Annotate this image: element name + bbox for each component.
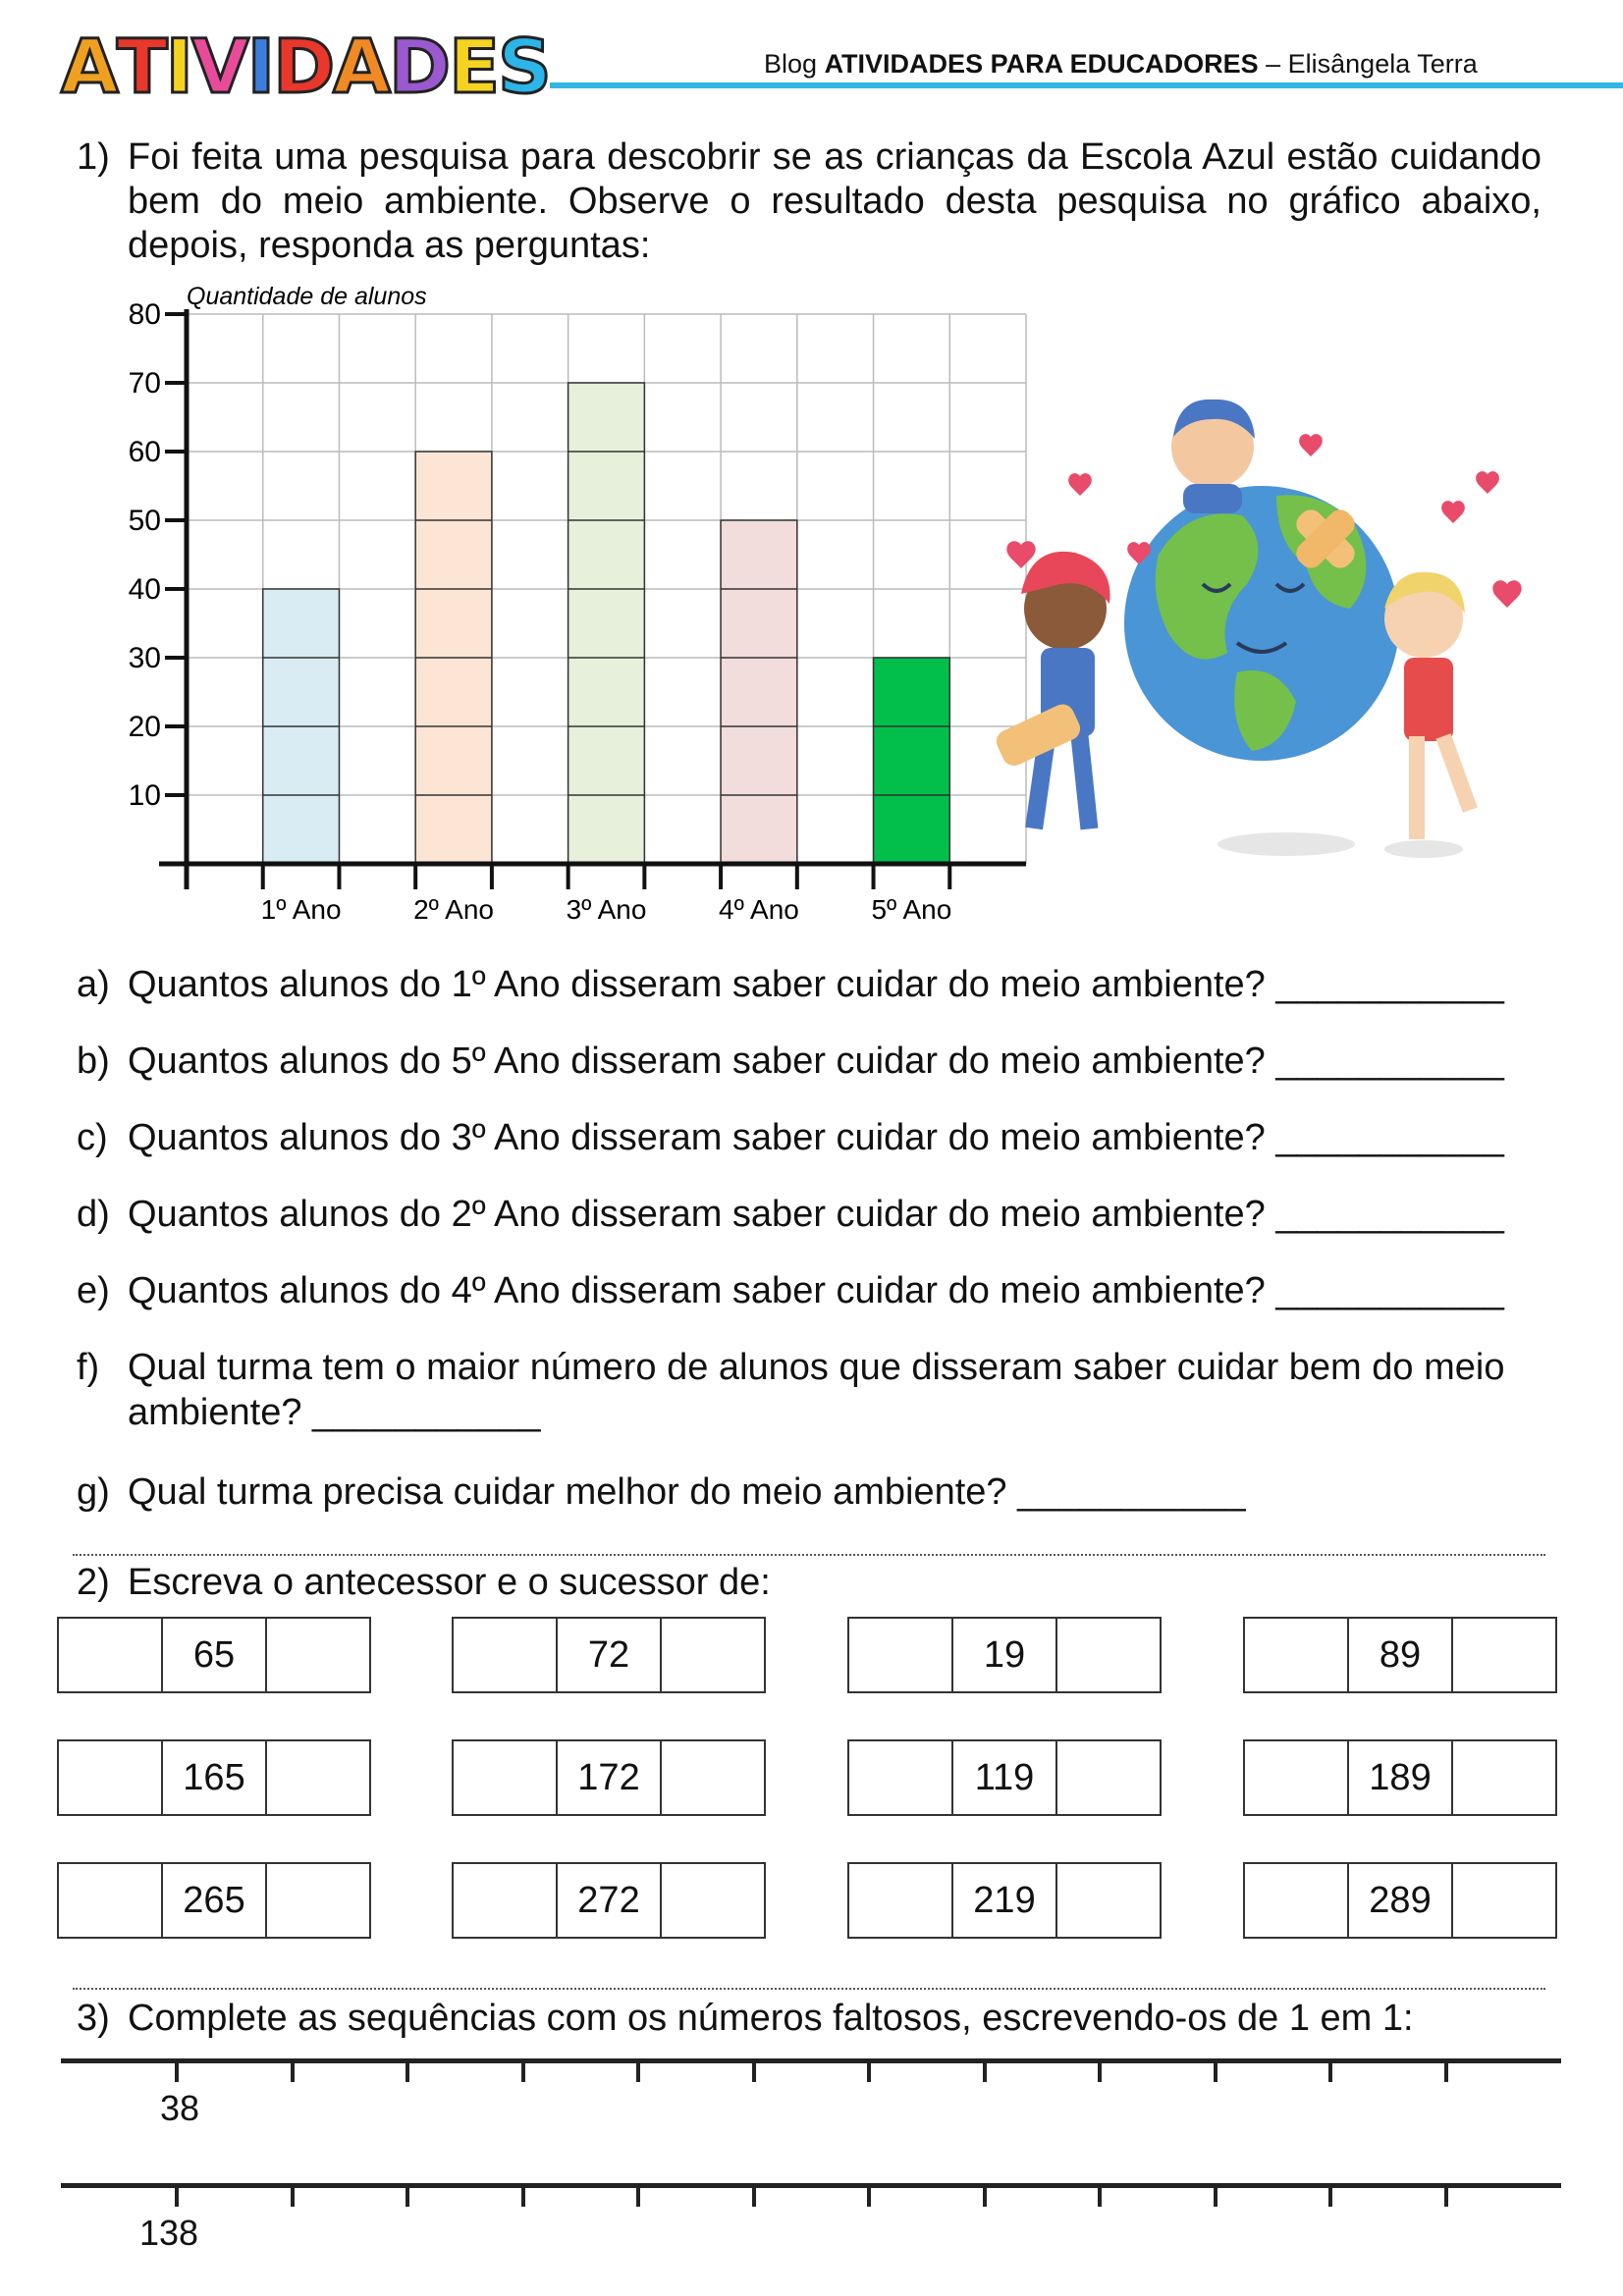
ground-shadow [1217,832,1355,856]
number-line-tick [1098,2062,1102,2082]
x-tick-label: 4º Ano [719,894,799,925]
number-box [57,1739,371,1816]
bar [568,383,645,864]
section-divider [73,1988,1545,1990]
number-line-tick [521,2062,525,2082]
number-box [452,1617,766,1693]
number-line-tick [1214,2187,1217,2207]
subquestion-b: Quantos alunos do 5º Ano disseram saber cuidar do meio ambiente? ___________ [128,1041,1504,1082]
blog-credit [764,49,1478,80]
subquestion-a-letter: a) [77,964,110,1005]
number-box [1243,1739,1557,1816]
given-number: 72 [558,1619,662,1691]
successor-blank[interactable] [1057,1619,1160,1691]
q3-text: Complete as sequências com os números faltosos, escrevendo-os de 1 em 1: [128,1998,1414,2039]
given-number: 65 [163,1619,267,1691]
number-line-tick [1444,2187,1448,2207]
y-tick-label: 50 [128,505,161,537]
given-number: 219 [953,1864,1057,1937]
bar [721,520,797,864]
number-line-tick [175,2062,179,2082]
subquestion-d: Quantos alunos do 2º Ano disseram saber cuidar do meio ambiente? ___________ [128,1194,1504,1235]
number-box [1243,1862,1557,1939]
logo-letter: D [388,23,450,110]
predecessor-blank[interactable] [454,1864,558,1937]
chart-ylabel: Quantidade de alunos [187,283,427,310]
subquestion-g: Qual turma precisa cuidar melhor do meio ambiente? ___________ [128,1471,1246,1513]
section-divider [73,1554,1545,1556]
subquestion-d-letter: d) [77,1194,110,1235]
successor-blank[interactable] [1453,1741,1555,1814]
predecessor-blank[interactable] [454,1619,558,1691]
given-number: 189 [1349,1741,1453,1814]
logo-letter: T [116,23,166,110]
subquestion-a: Quantos alunos do 1º Ano disseram saber cuidar do meio ambiente? ___________ [128,964,1504,1005]
number-line-tick [752,2062,756,2082]
number-box [847,1739,1162,1816]
y-tick-label: 70 [128,367,161,400]
successor-blank[interactable] [1057,1864,1160,1937]
q1-number: 1) [77,136,110,178]
number-line-tick [291,2062,295,2082]
successor-blank[interactable] [1453,1864,1555,1937]
number-line-tick [406,2187,409,2207]
bar-chart [118,275,1051,942]
subquestion-f: Qual turma tem o maior número de alunos que disseram saber cuidar bem do meio ambiente? ___________ [128,1347,1505,1433]
number-line-tick [406,2062,409,2082]
blog-author: – Elisângela Terra [1266,49,1478,79]
number-line-tick [1214,2062,1217,2082]
predecessor-blank[interactable] [59,1619,163,1691]
successor-blank[interactable] [1057,1741,1160,1814]
y-tick-label: 40 [128,573,161,606]
logo-letter: D [273,23,334,110]
kids-earth-illustration [992,378,1542,879]
given-number: 19 [953,1619,1057,1691]
y-tick-label: 10 [128,779,161,812]
number-line-tick [1328,2187,1332,2207]
predecessor-blank[interactable] [849,1741,953,1814]
given-number: 172 [558,1741,662,1814]
predecessor-blank[interactable] [454,1741,558,1814]
x-tick-label: 3º Ano [566,894,647,925]
q2-text: Escreva o antecessor e o sucessor de: [128,1562,771,1603]
number-box [452,1739,766,1816]
x-tick-label: 2º Ano [413,894,494,925]
number-line [61,2183,1561,2188]
logo-letter: S [498,23,550,110]
girl-right [1384,572,1478,839]
subquestion-f-letter: f) [77,1347,100,1388]
number-box [1243,1617,1557,1693]
number-box [57,1862,371,1939]
x-tick-label: 1º Ano [260,894,342,925]
successor-blank[interactable] [267,1619,369,1691]
subquestion-b-letter: b) [77,1041,110,1082]
predecessor-blank[interactable] [1245,1741,1349,1814]
atividades-logo [61,23,550,110]
bar [874,658,950,864]
number-line-tick [752,2187,756,2207]
logo-letter: A [333,23,389,110]
number-line [61,2058,1561,2063]
logo-letter: A [61,23,117,110]
number-line-tick [175,2187,179,2207]
number-line-tick [521,2187,525,2207]
number-line-tick [1328,2062,1332,2082]
successor-blank[interactable] [662,1619,764,1691]
girl-left [993,552,1110,829]
ground-shadow [1384,840,1463,858]
number-line-tick [636,2062,640,2082]
predecessor-blank[interactable] [1245,1619,1349,1691]
q3-number: 3) [77,1998,110,2039]
number-line-tick [867,2062,871,2082]
header-divider [550,82,1623,88]
number-line-tick [1444,2062,1448,2082]
x-tick-label: 5º Ano [871,894,952,925]
q2-number: 2) [77,1562,110,1603]
number-line-tick [291,2187,295,2207]
predecessor-blank[interactable] [849,1864,953,1937]
predecessor-blank[interactable] [59,1741,163,1814]
number-box [57,1617,371,1693]
predecessor-blank[interactable] [849,1619,953,1691]
logo-letter: I [246,23,274,110]
chart-bars [263,383,950,864]
q1-text: Foi feita uma pesquisa para descobrir se as crianças da Escola Azul estão cuidando bem do meio ambiente. Observe o resultado desta pesquisa no gráfico abaixo, depois, responda as perguntas: [128,136,1542,266]
number-box [847,1862,1162,1939]
logo-letter: I [165,23,191,110]
given-number: 272 [558,1864,662,1937]
successor-blank[interactable] [662,1741,764,1814]
blog-prefix: Blog [764,49,818,79]
given-number: 89 [1349,1619,1453,1691]
number-box [847,1617,1162,1693]
predecessor-blank[interactable] [1245,1864,1349,1937]
subquestion-g-letter: g) [77,1471,110,1513]
blog-name: ATIVIDADES PARA EDUCADORES [824,49,1259,79]
number-line-tick [636,2187,640,2207]
subquestion-c-letter: c) [77,1117,108,1158]
given-number: 265 [163,1864,267,1937]
logo-letter: V [190,23,247,110]
successor-blank[interactable] [1453,1619,1555,1691]
subquestion-e: Quantos alunos do 4º Ano disseram saber cuidar do meio ambiente? ___________ [128,1270,1504,1311]
sequence-start-number: 38 [160,2088,200,2128]
number-box [452,1862,766,1939]
earth-globe [1124,486,1399,761]
subquestion-e-letter: e) [77,1270,110,1311]
successor-blank[interactable] [267,1864,369,1937]
y-tick-label: 30 [128,642,161,674]
predecessor-blank[interactable] [59,1864,163,1937]
number-line-tick [983,2187,987,2207]
subquestion-c: Quantos alunos do 3º Ano disseram saber cuidar do meio ambiente? ___________ [128,1117,1504,1158]
logo-letter: E [449,23,498,110]
y-tick-label: 60 [128,436,161,468]
given-number: 289 [1349,1864,1453,1937]
y-tick-label: 20 [128,711,161,743]
given-number: 119 [953,1741,1057,1814]
number-line-tick [983,2062,987,2082]
sequence-start-number: 138 [139,2213,199,2253]
successor-blank[interactable] [662,1864,764,1937]
given-number: 165 [163,1741,267,1814]
successor-blank[interactable] [267,1741,369,1814]
number-line-tick [1098,2187,1102,2207]
number-line-tick [867,2187,871,2207]
y-tick-label: 80 [128,298,161,331]
